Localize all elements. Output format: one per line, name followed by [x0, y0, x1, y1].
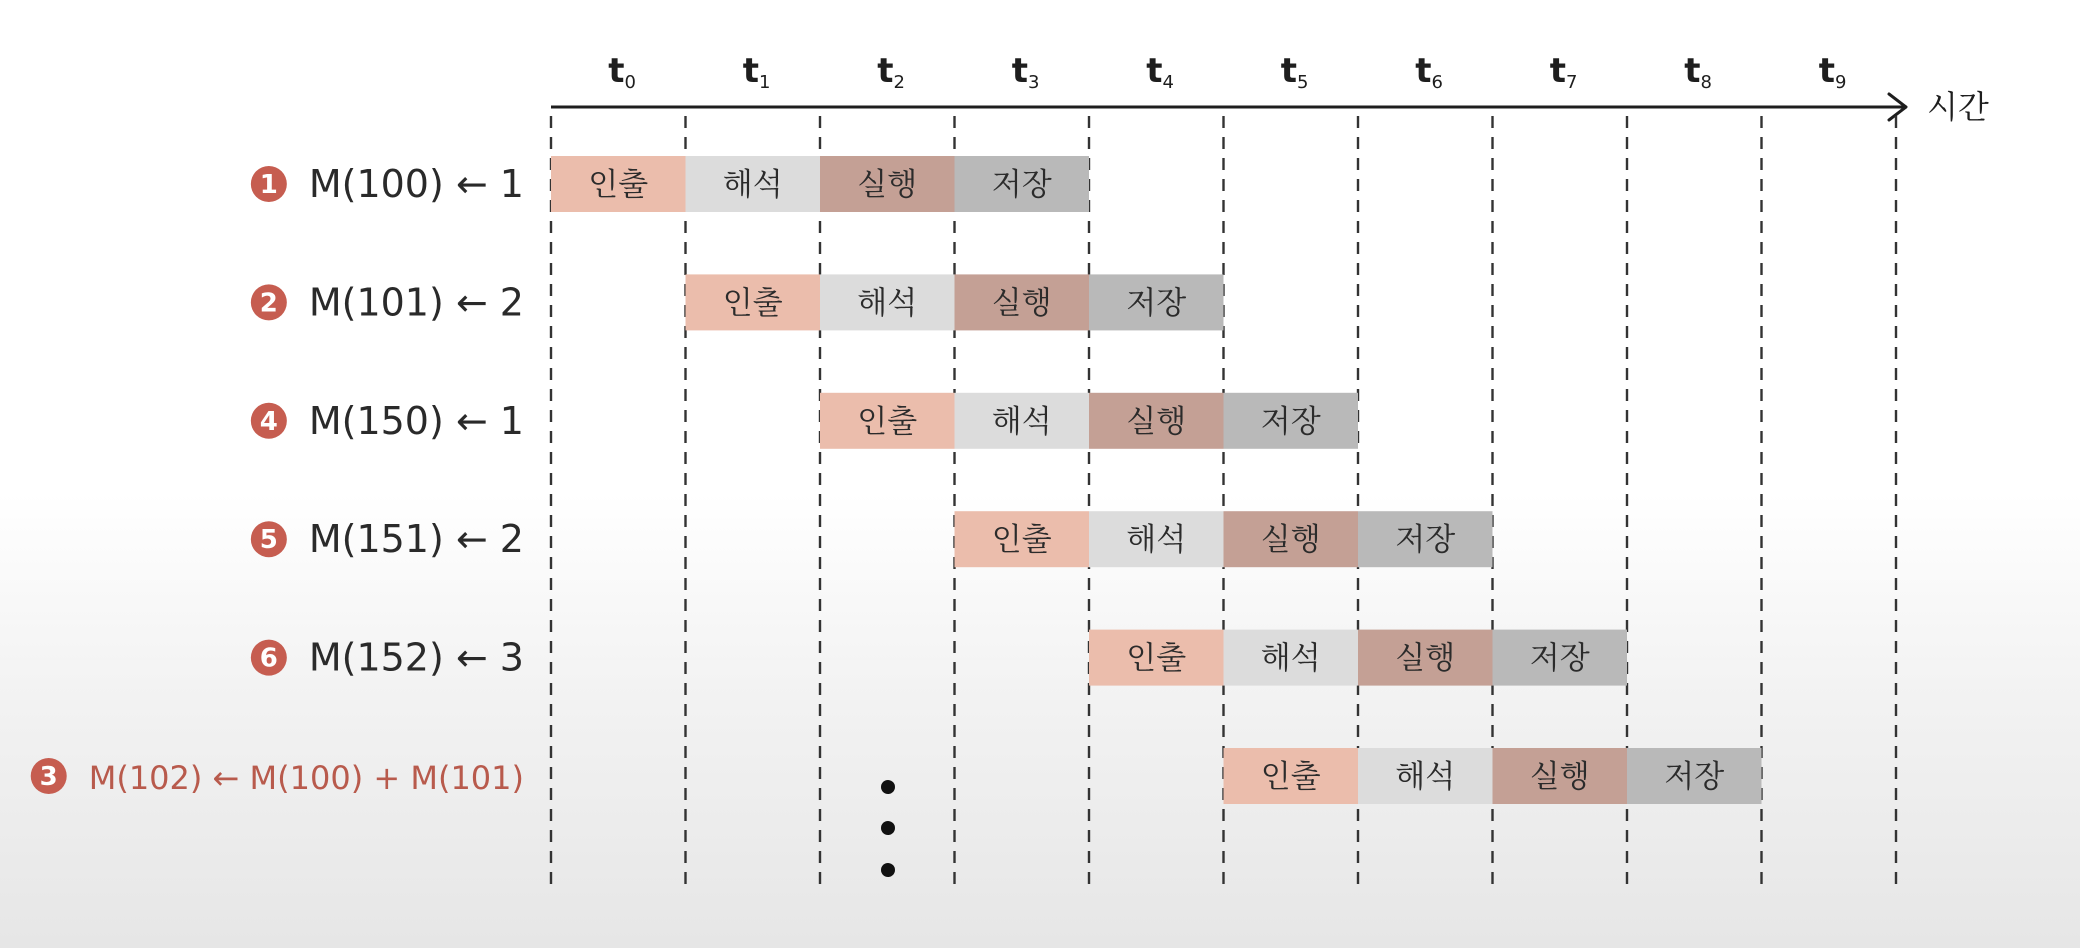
- time-tick-label: t7: [1549, 51, 1578, 93]
- stage-label: 저장: [1529, 640, 1590, 677]
- stage-label: 인출: [588, 167, 649, 203]
- stage-label: 실행: [1395, 640, 1456, 677]
- stage-label: 인출: [991, 522, 1052, 559]
- instruction-label: M(151) ← 2: [308, 517, 524, 562]
- time-tick-label: t3: [1011, 51, 1040, 93]
- time-tick-label: t8: [1684, 51, 1712, 93]
- stage-label: 저장: [1260, 403, 1321, 440]
- stage-label: 해석: [1260, 640, 1321, 677]
- stage-label: 저장: [991, 167, 1052, 203]
- time-tick-label: t2: [877, 51, 905, 93]
- time-tick-label: t4: [1146, 51, 1174, 93]
- time-tick-label: t9: [1818, 51, 1847, 93]
- instruction-number: 6: [259, 643, 278, 674]
- ellipsis-dot: [881, 780, 895, 794]
- instruction-label: M(102) ← M(100) + M(101): [88, 759, 524, 797]
- instruction-number: 2: [259, 288, 278, 319]
- stage-label: 해석: [1126, 522, 1187, 559]
- stage-label: 실행: [1126, 403, 1187, 440]
- time-tick-label: t6: [1415, 51, 1443, 93]
- instruction-number: 5: [259, 525, 278, 556]
- stage-label: 인출: [857, 403, 918, 440]
- time-tick-label: t1: [742, 51, 771, 93]
- instruction-label: M(152) ← 3: [308, 635, 524, 680]
- stage-label: 인출: [1260, 759, 1321, 795]
- stage-label: 해석: [1395, 759, 1456, 795]
- instruction-number: 4: [259, 406, 278, 437]
- stage-label: 인출: [1126, 640, 1187, 677]
- time-tick-label: t0: [608, 51, 636, 93]
- stage-label: 저장: [1126, 285, 1187, 322]
- instruction-number: 1: [259, 170, 278, 200]
- instruction-label: M(150) ← 1: [308, 398, 524, 443]
- stage-label: 해석: [722, 167, 783, 203]
- stage-label: 실행: [1529, 759, 1590, 795]
- stage-label: 저장: [1664, 759, 1725, 795]
- stage-label: 해석: [991, 403, 1052, 440]
- stage-label: 저장: [1395, 522, 1456, 559]
- ellipsis-dot: [881, 863, 895, 877]
- instruction-label: M(101) ← 2: [308, 280, 524, 325]
- time-tick-label: t5: [1280, 51, 1309, 93]
- time-axis-label: 시간: [1927, 88, 1989, 126]
- instruction-number: 3: [39, 762, 58, 792]
- stage-label: 해석: [857, 285, 918, 322]
- stage-label: 인출: [722, 285, 783, 322]
- instruction-label: M(100) ← 1: [308, 162, 524, 206]
- stage-label: 실행: [857, 167, 918, 203]
- ellipsis-dot: [881, 821, 895, 835]
- stage-label: 실행: [991, 285, 1052, 322]
- stage-label: 실행: [1260, 522, 1321, 559]
